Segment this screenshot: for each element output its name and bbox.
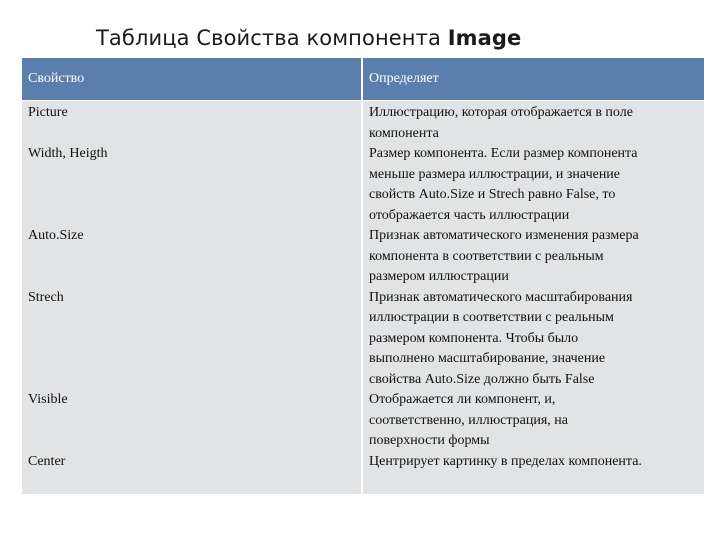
table-row: [22, 452, 704, 495]
table-row: [22, 101, 704, 145]
property-name: Width, Heigth: [22, 144, 362, 226]
description-line: Отображается ли компонент, и,: [369, 392, 556, 407]
property-description: [362, 101, 704, 145]
header-property: Свойство: [22, 58, 362, 101]
property-name: Auto.Size: [22, 226, 362, 288]
header-defines: Определяет: [362, 58, 704, 101]
property-description: [362, 288, 704, 391]
slide-title-bold: Image: [447, 26, 522, 50]
description-line: свойств Auto.Size и Strech равно False, то: [369, 187, 616, 202]
property-description: [362, 452, 704, 495]
table-row: [22, 144, 704, 226]
property-description: [362, 144, 704, 226]
table-row: [22, 226, 704, 288]
description-line: размером компонента. Чтобы было: [369, 330, 579, 346]
description-line: меньше размера иллюстрации, и значение: [369, 166, 621, 182]
description-line: соответственно, иллюстрация, на: [369, 412, 569, 428]
slide-title-text: Таблица Свойства компонента: [96, 26, 448, 50]
property-name: Picture: [22, 101, 362, 145]
description-line: свойства Auto.Size должно быть False: [369, 371, 595, 387]
description-line: Признак автоматического изменения размера: [369, 228, 639, 243]
description-line: Признак автоматического масштабирования: [369, 289, 633, 305]
description-line: Иллюстрацию, которая отображается в поле: [369, 105, 633, 120]
property-description: [362, 390, 704, 452]
property-description: [362, 226, 704, 288]
description-line: Размер компонента. Если размер компонента: [369, 146, 638, 161]
description-line: Центрирует картинку в пределах компонента.: [369, 453, 642, 469]
description-line: размером иллюстрации: [369, 269, 509, 284]
table-row: [22, 288, 704, 391]
description-line: отображается часть иллюстрации: [369, 207, 570, 223]
property-name: Strech: [22, 288, 362, 391]
description-line: выполнено масштабирование, значение: [369, 351, 606, 366]
description-line: компонента в соответствии с реальным: [369, 248, 604, 264]
table-row: [22, 390, 704, 452]
description-line: поверхности формы: [369, 433, 490, 448]
property-name: Visible: [22, 390, 362, 452]
table-header-row: [22, 58, 704, 101]
slide-title: [96, 26, 521, 50]
properties-table: [22, 58, 704, 494]
description-line: компонента: [369, 125, 439, 141]
description-line: иллюстрации в соответствии с реальным: [369, 310, 614, 325]
property-name: Center: [22, 452, 362, 495]
